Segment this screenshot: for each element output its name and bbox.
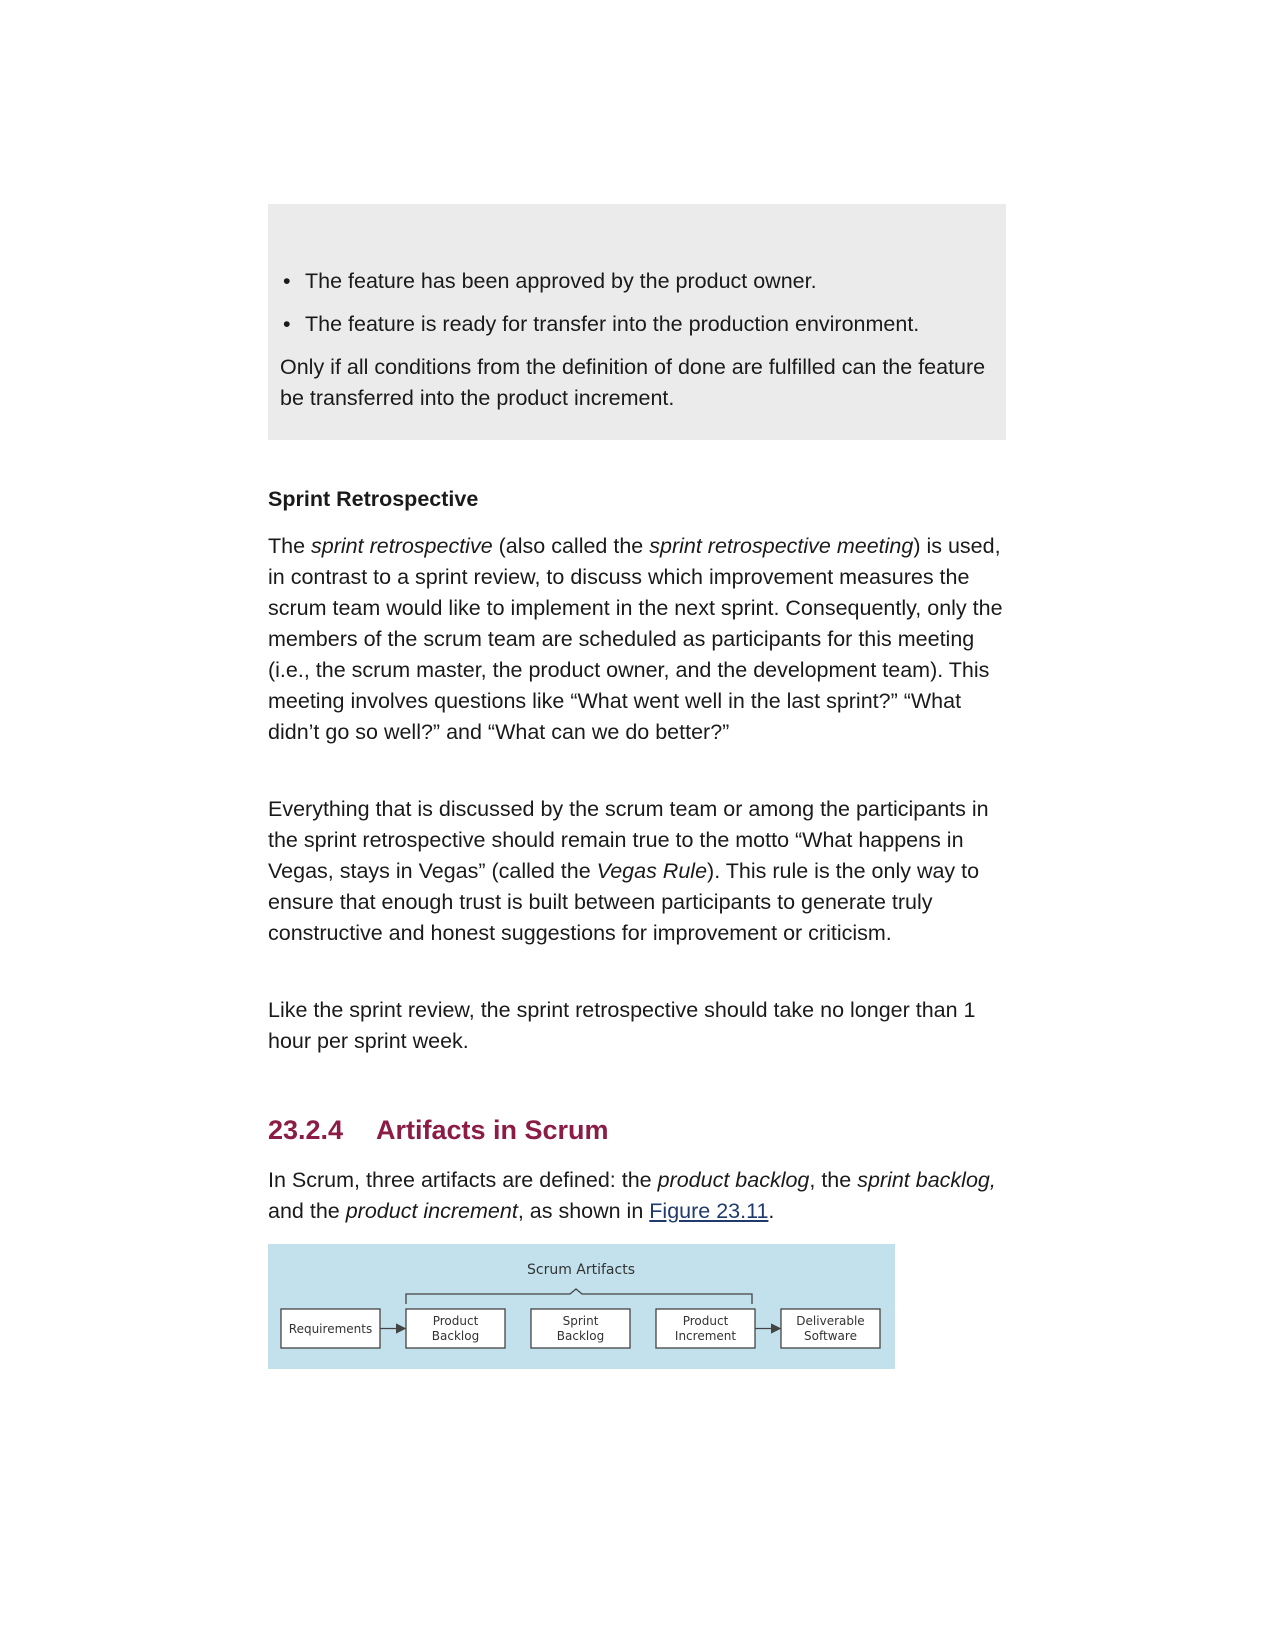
definition-of-done-box bbox=[268, 204, 1006, 440]
term-sprint-backlog: sprint backlog, bbox=[857, 1168, 996, 1192]
term-product-backlog: product backlog bbox=[657, 1168, 810, 1192]
box-sprint-backlog-line2: Backlog bbox=[556, 1329, 605, 1343]
scrum-artifacts-diagram bbox=[268, 1244, 895, 1369]
box-product-increment-line1: Product bbox=[682, 1314, 729, 1328]
term-product-increment: product increment bbox=[345, 1199, 518, 1223]
section-title: Artifacts in Scrum bbox=[376, 1115, 609, 1145]
section-heading bbox=[268, 1113, 609, 1147]
term-vegas-rule: Vegas Rule bbox=[596, 859, 708, 883]
box-deliverable-software-line1: Deliverable bbox=[796, 1314, 865, 1328]
artifacts-intro-paragraph: In Scrum, three artifacts are defined: the product backlog, the sprint backlog, and the product increment, as shown in Figure 23.11. bbox=[268, 1168, 996, 1223]
bullet-icon: • bbox=[283, 312, 291, 336]
figure-title: Scrum Artifacts bbox=[526, 1262, 636, 1278]
box-requirements-label: Requirements bbox=[288, 1322, 373, 1336]
box-sprint-backlog-line1: Sprint bbox=[562, 1314, 599, 1328]
figure-reference-link[interactable]: Figure 23.11 bbox=[649, 1199, 769, 1223]
box-product-backlog-line2: Backlog bbox=[431, 1329, 480, 1343]
section-number: 23.2.4 bbox=[268, 1115, 344, 1145]
term-sprint-retrospective: sprint retrospective bbox=[311, 534, 493, 558]
bracket bbox=[406, 1289, 752, 1304]
retrospective-paragraph-3: Like the sprint review, the sprint retrospective should take no longer than 1 hour per sprint week. bbox=[268, 998, 976, 1053]
bullet-icon: • bbox=[283, 269, 291, 293]
note-closing-text: Only if all conditions from the definition of done are fulfilled can the feature be transferred into the product increment. bbox=[280, 355, 986, 410]
bullet-list bbox=[280, 266, 994, 340]
page-content bbox=[268, 204, 1006, 1343]
scrum-artifacts-figure bbox=[268, 1244, 895, 1369]
retrospective-paragraph-1: The sprint retrospective (also called the sprint retrospective meeting) is used, in contrast to a sprint review, to discuss which improvement measures the scrum team would like to implement in the next sprint. Consequently, only the members of the scrum team are scheduled as participants for this meeting (i.e., the scrum master, the product owner, and the development team). This meeting involves questions like “What went well in the last sprint?” “What didn’t go so well?” and “What can we do better?” bbox=[268, 534, 1003, 744]
list-item: • The feature has been approved by the product owner. bbox=[280, 266, 994, 297]
sprint-retrospective-heading: Sprint Retrospective bbox=[268, 487, 479, 511]
term-sprint-retrospective-meeting: sprint retrospective meeting bbox=[649, 534, 914, 558]
box-product-increment-line2: Increment bbox=[674, 1329, 737, 1343]
retrospective-paragraph-2: Everything that is discussed by the scrum team or among the participants in the sprint retrospective should remain true to the motto “What happens in Vegas, stays in Vegas” (called the Vegas Rule). This rule is the only way to ensure that enough trust is built between participants to generate truly constructive and honest suggestions for improvement or criticism. bbox=[268, 797, 989, 945]
list-item: • The feature is ready for transfer into the production environment. bbox=[280, 309, 994, 340]
box-product-backlog-line1: Product bbox=[432, 1314, 479, 1328]
box-deliverable-software-line2: Software bbox=[804, 1329, 857, 1343]
